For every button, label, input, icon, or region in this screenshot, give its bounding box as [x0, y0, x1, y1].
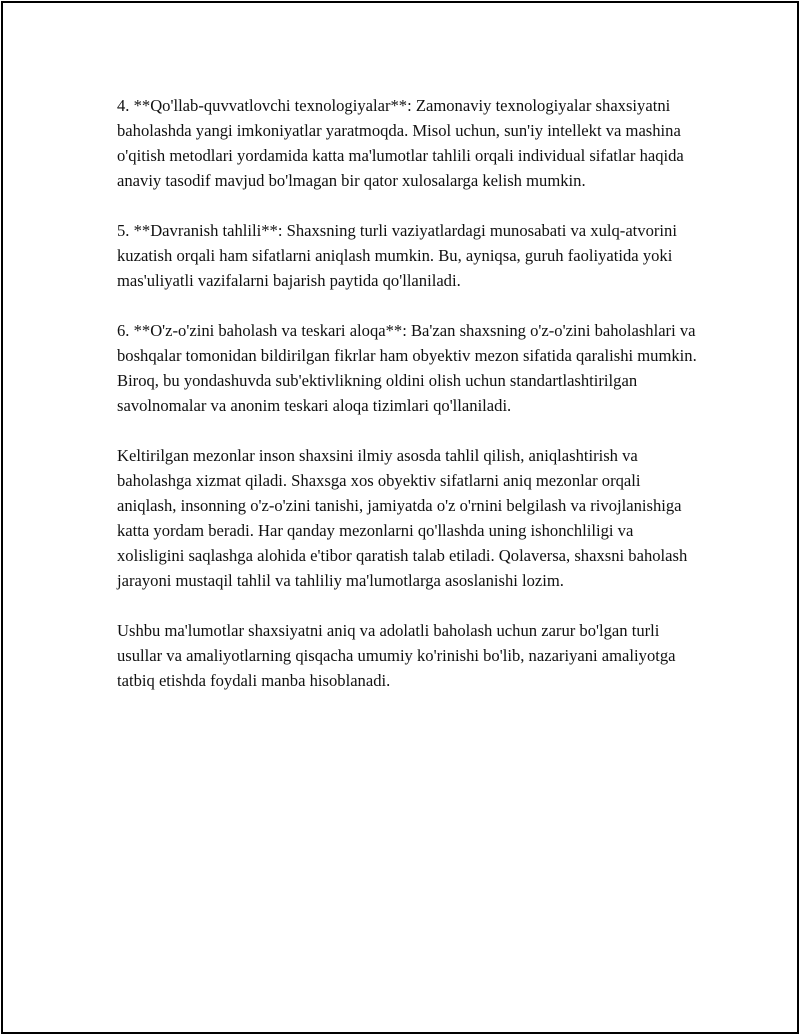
paragraph-criteria-summary: Keltirilgan mezonlar inson shaxsini ilmiy asosda tahlil qilish, aniqlashtirish va baholashga xizmat qiladi. Shaxsga xos obyektiv sifatlarni aniq mezonlar orqali aniqlash, insonning o'z-o'zini tanishi, jamiyatda o'z o'rnini belgilash va rivojlanishiga katta yordam beradi. Har qanday mezonlarni qo'llashda uning ishonchliligi va xolisligini saqlashga alohida e'tibor qaratish talab etiladi. Qolaversa, shaxsni baholash jarayoni mustaqil tahlil va tahliliy ma'lumotlarga asoslanishi lozim.: [117, 446, 688, 590]
document-body: [117, 93, 702, 718]
paragraph-behavior-analysis: 5. **Davranish tahlili**: Shaxsning turli vaziyatlardagi munosabati va xulq-atvorini kuzatish orqali ham sifatlarni aniqlash mumkin. Bu, ayniqsa, guruh faoliyatida yoki mas'uliyatli vazifalarni bajarish paytida qo'llaniladi.: [117, 221, 677, 290]
paragraph-conclusion: Ushbu ma'lumotlar shaxsiyatni aniq va adolatli baholash uchun zarur bo'lgan turli usullar va amaliyotlarning qisqacha umumiy ko'rinishi bo'lib, nazariyani amaliyotga tatbiq etishda foydali manba hisoblanadi.: [117, 621, 676, 690]
paragraph-supporting-technologies: 4. **Qo'llab-quvvatlovchi texnologiyalar**: Zamonaviy texnologiyalar shaxsiyatni baholashda yangi imkoniyatlar yaratmoqda. Misol uchun, sun'iy intellekt va mashina o'qitish metodlari yordamida katta ma'lumotlar tahlili orqali individual sifatlar haqida anaviy tasodif mavjud bo'lmagan bir qator xulosalarga kelish mumkin.: [117, 96, 684, 190]
paragraph-self-assessment: 6. **O'z-o'zini baholash va teskari aloqa**: Ba'zan shaxsning o'z-o'zini baholashlari va boshqalar tomonidan bildirilgan fikrlar ham obyektiv mezon sifatida qaralishi mumkin. Biroq, bu yondashuvda sub'ektivlikning oldini olish uchun standartlashtirilgan savolnomalar va anonim teskari aloqa tizimlari qo'llaniladi.: [117, 321, 697, 415]
